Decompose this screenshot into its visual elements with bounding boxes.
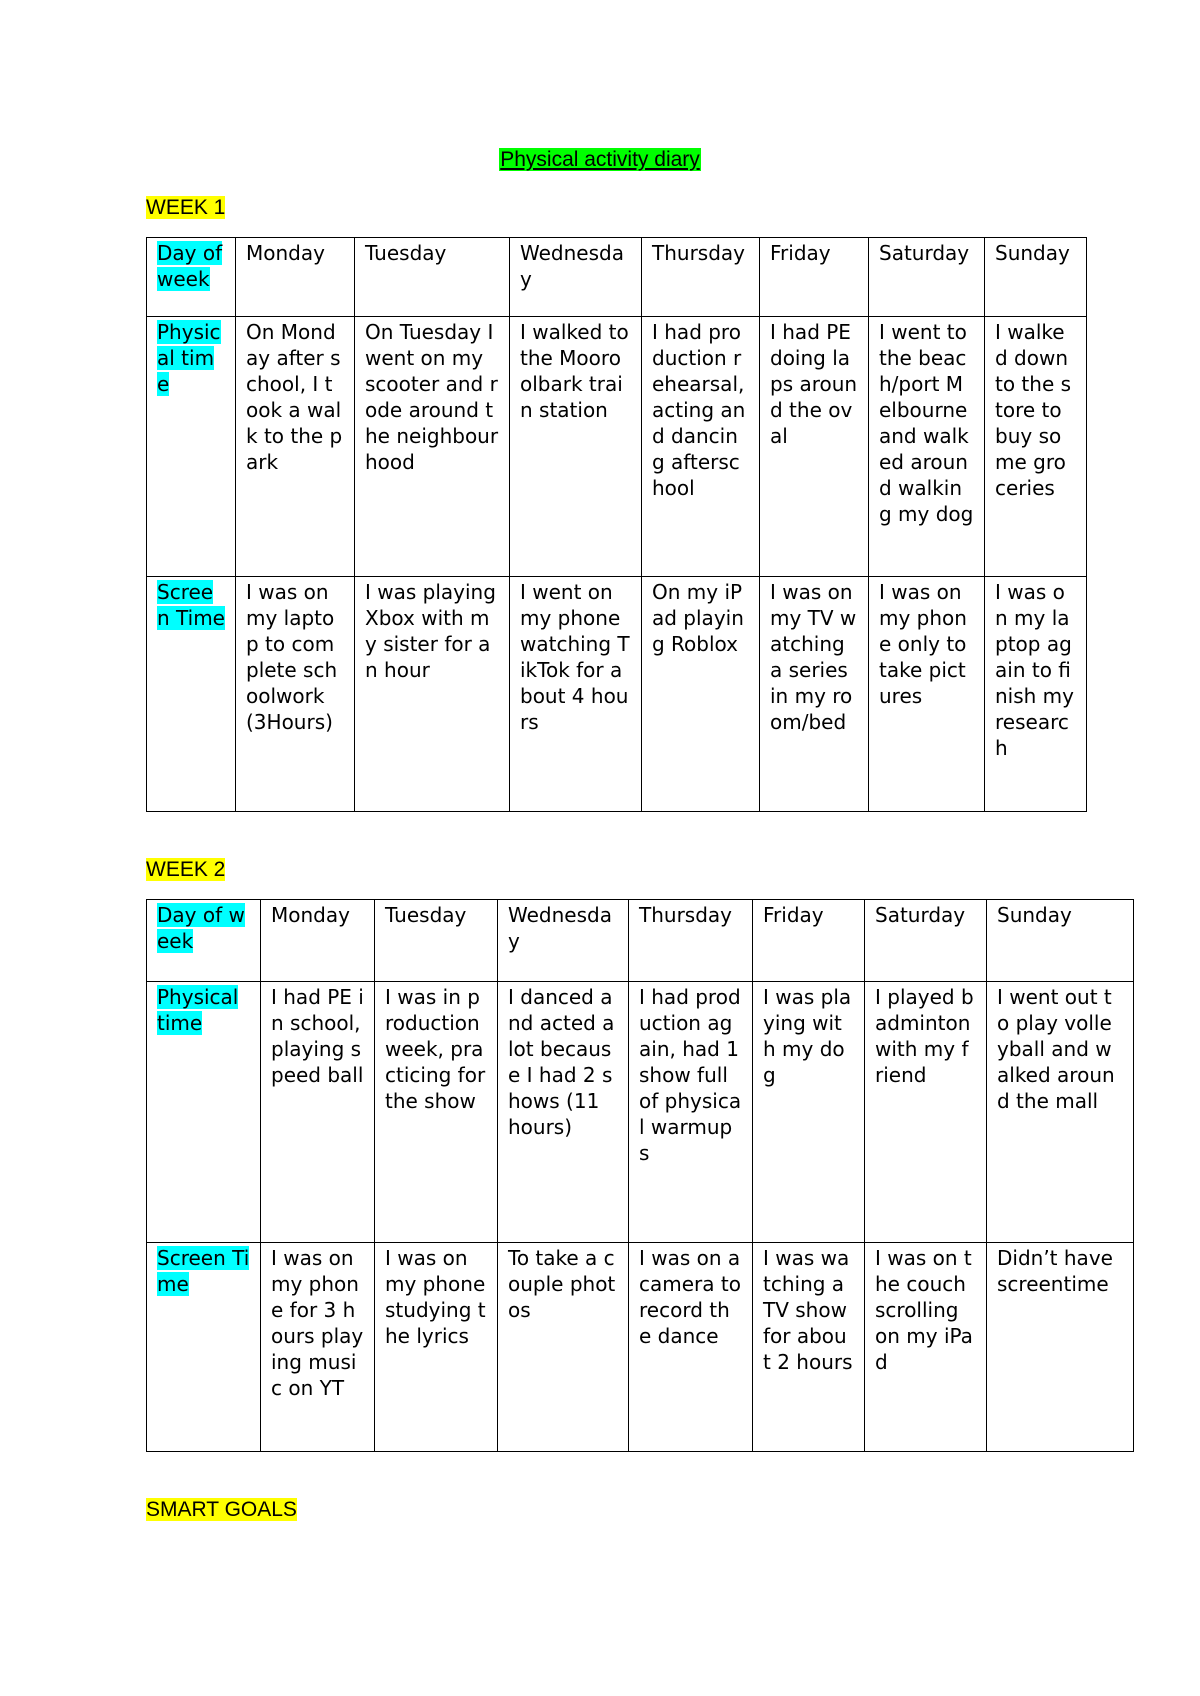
week2-screen-label: Screen Time	[147, 1243, 261, 1452]
page-title: Physical activity diary	[500, 148, 700, 171]
week2-day-saturday: Saturday	[865, 900, 987, 982]
week2-physical-wednesday: I danced and acted a lot because I had 2 shows (11 hours)	[498, 982, 629, 1243]
week2-screen-sunday: Didn’t have screentime	[987, 1243, 1134, 1452]
week2-physical-tuesday: I was in production week, practicing for the show	[375, 982, 498, 1243]
week1-day-sunday: Sunday	[985, 238, 1087, 317]
week1-screen-tuesday: I was playing Xbox with my sister for an hour	[355, 577, 510, 812]
week1-physical-label: Physical time	[147, 317, 236, 577]
week1-screen-label: Screen Time	[147, 577, 236, 812]
week1-screen-monday: I was on my laptop to complete schoolwork (3Hours)	[236, 577, 355, 812]
week1-physical-sunday: I walked down to the store to buy some groceries	[985, 317, 1087, 577]
week2-screen-monday: I was on my phone for 3 hours playing music on YT	[261, 1243, 375, 1452]
week1-heading: WEEK 1	[146, 196, 226, 219]
week1-screen-friday: I was on my TV watching a series in my room/bed	[760, 577, 869, 812]
week2-screen-row	[147, 1243, 1134, 1452]
week2-screen-tuesday: I was on my phone studying the lyrics	[375, 1243, 498, 1452]
week2-day-monday: Monday	[261, 900, 375, 982]
week1-screen-saturday: I was on my phone only to take pictures	[869, 577, 985, 812]
week1-screen-wednesday: I went on my phone watching TikTok for about 4 hours	[510, 577, 642, 812]
week2-screen-thursday: I was on a camera to record the dance	[629, 1243, 753, 1452]
week1-day-tuesday: Tuesday	[355, 238, 510, 317]
week2-screen-friday: I was watching a TV show for about 2 hours	[753, 1243, 865, 1452]
week2-physical-saturday: I played badminton with my friend	[865, 982, 987, 1243]
week2-header-row	[147, 900, 1134, 982]
week1-physical-wednesday: I walked to the Mooroolbark train station	[510, 317, 642, 577]
week2-screen-wednesday: To take a couple photos	[498, 1243, 629, 1452]
week1-row-label: Day of week	[147, 238, 236, 317]
week2-day-wednesday: Wednesday	[498, 900, 629, 982]
week1-day-friday: Friday	[760, 238, 869, 317]
week1-physical-thursday: I had production rehearsal, acting and dancing afterschool	[642, 317, 760, 577]
week1-physical-tuesday: On Tuesday I went on my scooter and rode around the neighbourhood	[355, 317, 510, 577]
week1-day-monday: Monday	[236, 238, 355, 317]
week2-physical-thursday: I had production again, had 1 show full of physical warmups	[629, 982, 753, 1243]
week2-day-thursday: Thursday	[629, 900, 753, 982]
week2-physical-label: Physical time	[147, 982, 261, 1243]
week2-physical-monday: I had PE in school, playing speed ball	[261, 982, 375, 1243]
week1-day-wednesday: Wednesday	[510, 238, 642, 317]
week1-table	[146, 237, 1087, 812]
smart-goals-heading: SMART GOALS	[146, 1498, 297, 1521]
week2-table	[146, 899, 1134, 1452]
week1-screen-sunday: I was on my laptop again to finish my research	[985, 577, 1087, 812]
week2-physical-sunday: I went out to play volleyball and walked around the mall	[987, 982, 1134, 1243]
week2-day-tuesday: Tuesday	[375, 900, 498, 982]
week1-day-thursday: Thursday	[642, 238, 760, 317]
week1-physical-monday: On Monday after school, I took a walk to the park	[236, 317, 355, 577]
week2-physical-row	[147, 982, 1134, 1243]
week2-day-sunday: Sunday	[987, 900, 1134, 982]
week1-physical-friday: I had PE doing laps around the oval	[760, 317, 869, 577]
week2-screen-saturday: I was on the couch scrolling on my iPad	[865, 1243, 987, 1452]
week1-day-saturday: Saturday	[869, 238, 985, 317]
week1-header-row	[147, 238, 1087, 317]
week2-day-friday: Friday	[753, 900, 865, 982]
week2-physical-friday: I was playing with my dog	[753, 982, 865, 1243]
week1-screen-thursday: On my iPad playing Roblox	[642, 577, 760, 812]
week1-physical-row	[147, 317, 1087, 577]
week2-row-label: Day of week	[147, 900, 261, 982]
week1-physical-saturday: I went to the beach/port Melbourne and walked around walking my dog	[869, 317, 985, 577]
week1-screen-row	[147, 577, 1087, 812]
week2-heading: WEEK 2	[146, 858, 226, 881]
